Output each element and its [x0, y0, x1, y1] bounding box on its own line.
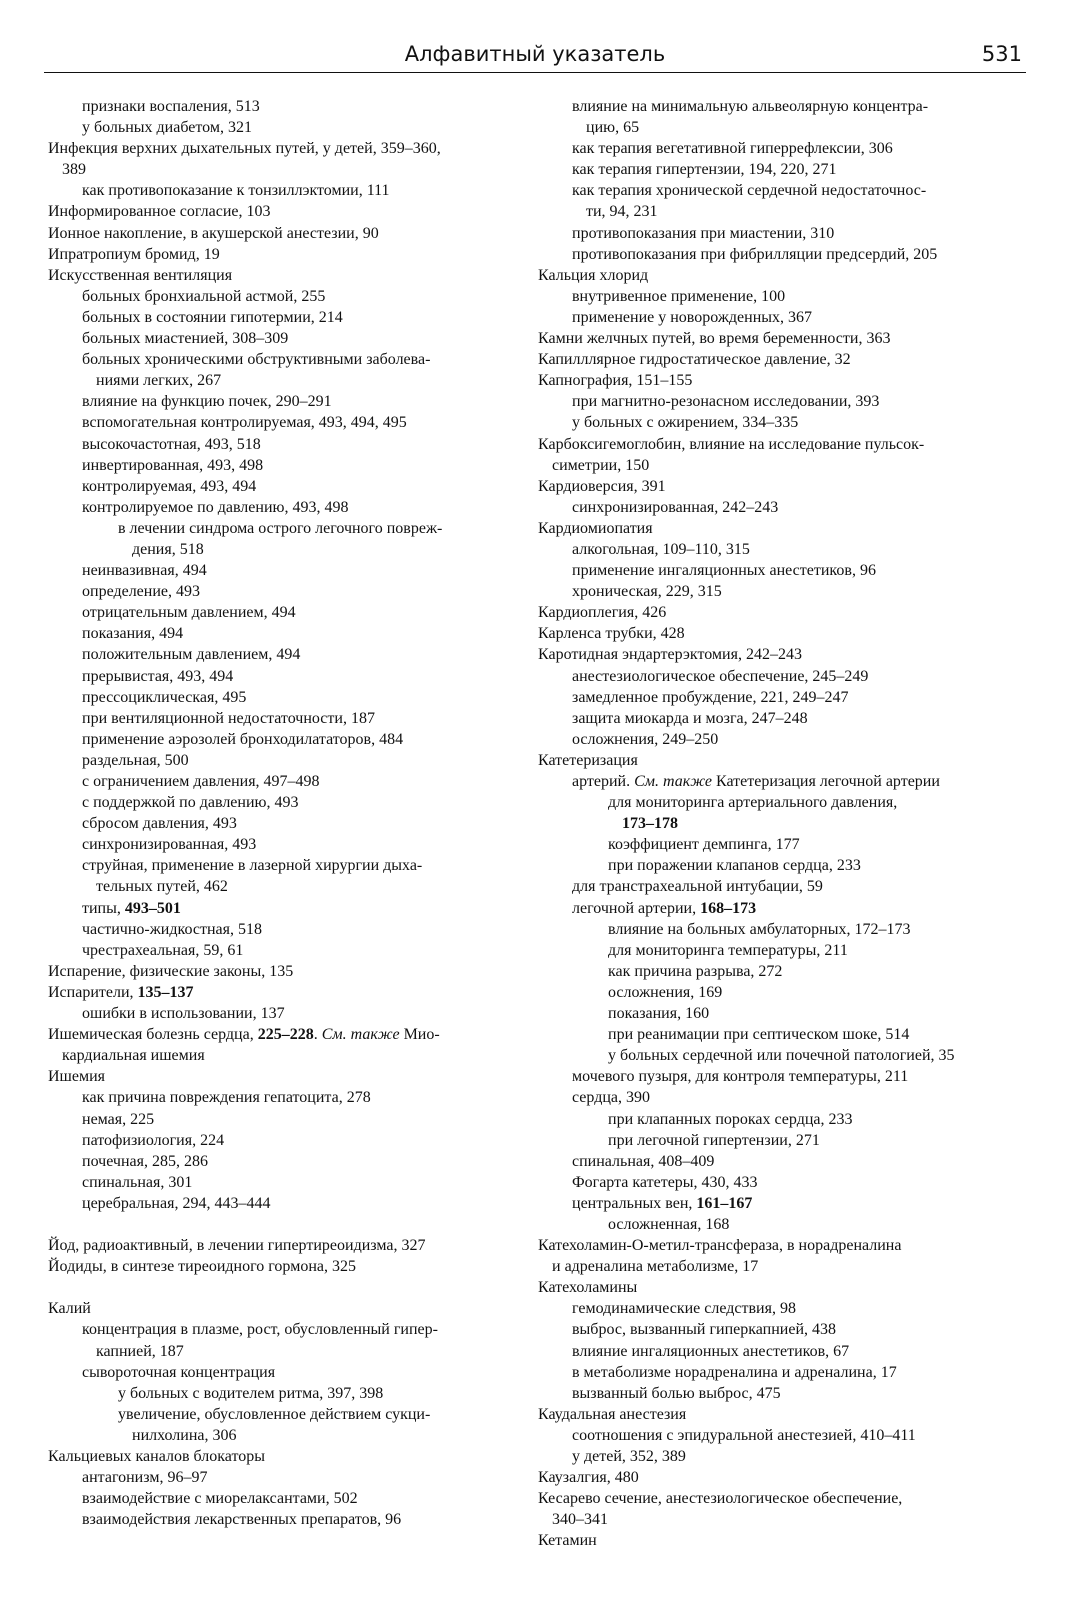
index-subentry — [538, 1087, 1028, 1108]
entry-text: как терапия гипертензии, 194, 220, 271 — [572, 161, 837, 179]
index-entry — [538, 265, 1028, 286]
index-entry — [48, 265, 518, 286]
entry-text: вызванный болью выброс, 475 — [572, 1384, 781, 1402]
entry-text: у больных с ожирением, 334–335 — [572, 414, 799, 432]
entry-text: струйная, применение в лазерной хирургии дыха- — [82, 857, 423, 875]
index-entry — [538, 434, 1028, 455]
entry-text: Ишемия — [48, 1068, 106, 1086]
page-reference-bold: 225–228 — [257, 1026, 314, 1044]
entry-text: применение аэрозолей бронходилататоров, 484 — [82, 730, 404, 748]
section-gap — [48, 1214, 518, 1235]
index-entry — [538, 455, 1028, 476]
index-subentry — [48, 1151, 518, 1172]
entry-text: частично-жидкостная, 518 — [82, 920, 262, 938]
index-subentry — [538, 391, 1028, 412]
entry-text: сывороточная концентрация — [82, 1363, 276, 1381]
index-subentry — [48, 1467, 518, 1488]
entry-text: больных в состоянии гипотермии, 214 — [82, 308, 343, 326]
entry-text: концентрация в плазме, рост, обусловленный гипер- — [82, 1321, 438, 1339]
entry-text: контролируемое по давлению, 493, 498 — [82, 498, 349, 516]
index-subentry — [538, 1130, 1028, 1151]
page-reference-bold: 135–137 — [137, 983, 194, 1001]
entry-text: прессоциклическая, 495 — [82, 688, 247, 706]
entry-text: больных миастенией, 308–309 — [82, 330, 289, 348]
index-subentry — [48, 1130, 518, 1151]
entry-text: защита миокарда и мозга, 247–248 — [572, 709, 808, 727]
entry-text: Капнография, 151–155 — [538, 372, 693, 390]
index-subentry — [48, 750, 518, 771]
index-subentry — [48, 1109, 518, 1130]
cross-reference-label: См. также — [321, 1026, 400, 1044]
entry-text: . — [313, 1026, 322, 1044]
index-subentry — [538, 1193, 1028, 1214]
index-subentry — [48, 328, 518, 349]
entry-text: кардиальная ишемия — [62, 1047, 205, 1065]
entry-text: Йод, радиоактивный, в лечении гипертиреоидизма, 327 — [48, 1237, 426, 1255]
entry-text: патофизиология, 224 — [82, 1131, 225, 1149]
index-entry — [48, 1298, 518, 1319]
entry-text: ниями легких, 267 — [96, 372, 222, 390]
entry-text: Камни желчных путей, во время беременности, 363 — [538, 330, 891, 348]
index-entry — [538, 1277, 1028, 1298]
entry-text: влияние на функцию почек, 290–291 — [82, 393, 332, 411]
entry-text: тельных путей, 462 — [96, 878, 228, 896]
entry-text: типы, — [82, 899, 125, 917]
entry-text: нилхолина, 306 — [132, 1426, 237, 1444]
index-subentry — [48, 687, 518, 708]
index-subentry — [48, 349, 518, 370]
entry-text: Мио- — [399, 1026, 440, 1044]
index-subentry — [48, 876, 518, 897]
entry-text: Катехоламин-О-метил-трансфераза, в норадреналина — [538, 1237, 902, 1255]
entry-text: больных хроническими обструктивными заболева- — [82, 351, 431, 369]
left-index-column — [48, 96, 518, 1530]
entry-text: Информированное согласие, 103 — [48, 203, 271, 221]
index-subentry — [538, 813, 1028, 834]
index-subentry — [48, 602, 518, 623]
entry-text: внутривенное применение, 100 — [572, 287, 786, 305]
index-subentry — [48, 581, 518, 602]
index-subentry — [538, 412, 1028, 433]
entry-text: мочевого пузыря, для контроля температуры, 211 — [572, 1068, 909, 1086]
index-subentry — [538, 898, 1028, 919]
index-entry — [538, 623, 1028, 644]
index-subentry — [538, 1024, 1028, 1045]
entry-text: Фогарта катетеры, 430, 433 — [572, 1173, 758, 1191]
entry-text: неинвазивная, 494 — [82, 562, 207, 580]
entry-text: сбросом давления, 493 — [82, 815, 237, 833]
entry-text: и адреналина метаболизме, 17 — [552, 1258, 759, 1276]
index-subentry — [48, 855, 518, 876]
entry-text: применение ингаляционных анестетиков, 96 — [572, 562, 876, 580]
index-entry — [538, 1509, 1028, 1530]
entry-text: Ионное накопление, в акушерской анестезии, 90 — [48, 224, 379, 242]
entry-text: раздельная, 500 — [82, 751, 189, 769]
index-entry — [538, 644, 1028, 665]
index-subentry — [48, 286, 518, 307]
index-entry — [538, 602, 1028, 623]
index-subentry — [538, 307, 1028, 328]
index-subentry — [48, 497, 518, 518]
entry-text: с ограничением давления, 497–498 — [82, 773, 320, 790]
entry-text: отрицательным давлением, 494 — [82, 604, 296, 622]
entry-text: положительным давлением, 494 — [82, 646, 301, 664]
entry-text: противопоказания при фибрилляции предсердий, 205 — [572, 245, 938, 263]
entry-text: как терапия вегетативной гиперрефлексии, 306 — [572, 140, 893, 158]
index-subentry — [538, 1214, 1028, 1235]
index-subentry — [538, 729, 1028, 750]
entry-text: взаимодействия лекарственных препаратов, 96 — [82, 1511, 402, 1529]
index-subentry — [48, 476, 518, 497]
index-subentry — [48, 455, 518, 476]
entry-text: влияние ингаляционных анестетиков, 67 — [572, 1342, 850, 1360]
index-subentry — [538, 1045, 1028, 1066]
index-subentry — [48, 1003, 518, 1024]
index-subentry — [48, 729, 518, 750]
index-subentry — [538, 771, 1028, 792]
entry-text: алкогольная, 109–110, 315 — [572, 540, 750, 558]
index-subentry — [538, 792, 1028, 813]
entry-text: легочной артерии, — [572, 899, 701, 917]
index-entry — [538, 1404, 1028, 1425]
index-subentry — [48, 919, 518, 940]
index-subentry — [538, 581, 1028, 602]
index-subentry — [538, 1319, 1028, 1340]
index-subentry — [538, 1362, 1028, 1383]
entry-text: Карбоксигемоглобин, влияние на исследование пульсок- — [538, 435, 925, 453]
entry-text: как терапия хронической сердечной недостаточнос- — [572, 182, 927, 200]
entry-text: Искусственная вентиляция — [48, 266, 233, 284]
index-subentry — [48, 834, 518, 855]
entry-text: хроническая, 229, 315 — [572, 583, 722, 601]
index-subentry — [538, 286, 1028, 307]
index-subentry — [48, 180, 518, 201]
index-subentry — [538, 1151, 1028, 1172]
entry-text: как причина разрыва, 272 — [608, 962, 783, 980]
index-subentry — [538, 1003, 1028, 1024]
entry-text: осложненная, 168 — [608, 1215, 730, 1233]
entry-text: центральных вен, — [572, 1194, 697, 1212]
index-entry — [538, 518, 1028, 539]
index-subentry — [48, 1488, 518, 1509]
entry-text: инвертированная, 493, 498 — [82, 456, 264, 474]
entry-text: 340–341 — [552, 1511, 608, 1529]
index-subentry — [48, 117, 518, 138]
entry-text: при поражении клапанов сердца, 233 — [608, 857, 861, 875]
entry-text: Йодиды, в синтезе тиреоидного гормона, 325 — [48, 1258, 356, 1276]
entry-text: гемодинамические следствия, 98 — [572, 1300, 796, 1318]
entry-text: при легочной гипертензии, 271 — [608, 1131, 820, 1149]
index-subentry — [538, 855, 1028, 876]
entry-text: у детей, 352, 389 — [572, 1448, 686, 1465]
entry-text: влияние на больных амбулаторных, 172–173 — [608, 920, 911, 938]
cross-reference-label: См. также — [634, 773, 712, 790]
index-subentry — [48, 1341, 518, 1362]
entry-text: больных бронхиальной астмой, 255 — [82, 287, 326, 305]
entry-text: Карленса трубки, 428 — [538, 625, 685, 643]
index-subentry — [538, 560, 1028, 581]
entry-text: при магнитно-резонасном исследовании, 393 — [572, 393, 880, 411]
entry-text: немая, 225 — [82, 1110, 155, 1128]
index-subentry — [48, 1172, 518, 1193]
index-subentry — [538, 201, 1028, 222]
entry-text: при реанимации при септическом шоке, 514 — [608, 1026, 910, 1044]
index-subentry — [538, 687, 1028, 708]
index-subentry — [48, 539, 518, 560]
index-entry — [48, 201, 518, 222]
entry-text: Катетеризация легочной артерии — [712, 773, 940, 790]
entry-text: с поддержкой по давлению, 493 — [82, 794, 299, 812]
index-subentry — [48, 666, 518, 687]
index-entry — [538, 370, 1028, 391]
entry-text: Калий — [48, 1300, 91, 1318]
page-number: 531 — [981, 42, 1022, 66]
index-entry — [538, 1235, 1028, 1256]
index-subentry — [538, 982, 1028, 1003]
index-entry — [538, 1256, 1028, 1277]
entry-text: применение у новорожденных, 367 — [572, 308, 813, 326]
index-subentry — [48, 96, 518, 117]
index-subentry — [48, 307, 518, 328]
entry-text: у больных диабетом, 321 — [82, 119, 252, 137]
entry-text: при вентиляционной недостаточности, 187 — [82, 709, 375, 727]
index-subentry — [538, 961, 1028, 982]
entry-text: выброс, вызванный гиперкапнией, 438 — [572, 1321, 837, 1339]
index-entry — [538, 328, 1028, 349]
index-subentry — [48, 1087, 518, 1108]
entry-text: увеличение, обусловленное действием сукци- — [118, 1405, 431, 1423]
entry-text: артерий. — [572, 773, 635, 790]
entry-text: церебральная, 294, 443–444 — [82, 1194, 271, 1212]
entry-text: дения, 518 — [132, 540, 204, 558]
index-subentry — [538, 96, 1028, 117]
index-entry — [48, 223, 518, 244]
entry-text: как противопоказание к тонзиллэктомии, 111 — [82, 182, 390, 200]
index-subentry — [48, 1404, 518, 1425]
index-subentry — [48, 1193, 518, 1214]
index-entry — [48, 159, 518, 180]
index-entry — [538, 1467, 1028, 1488]
index-subentry — [538, 159, 1028, 180]
entry-text: синхронизированная, 242–243 — [572, 498, 779, 516]
entry-text: вспомогательная контролируемая, 493, 494, 495 — [82, 414, 407, 432]
index-subentry — [48, 391, 518, 412]
entry-text: противопоказания при миастении, 310 — [572, 224, 835, 242]
entry-text: Ипратропиум бромид, 19 — [48, 245, 220, 263]
entry-text: показания, 494 — [82, 625, 184, 643]
entry-text: 389 — [62, 161, 86, 179]
entry-text: синхронизированная, 493 — [82, 836, 257, 854]
index-entry — [48, 138, 518, 159]
index-subentry — [48, 623, 518, 644]
entry-text: высокочастотная, 493, 518 — [82, 435, 261, 453]
index-subentry — [48, 434, 518, 455]
entry-text: сердца, 390 — [572, 1089, 650, 1107]
entry-text: антагонизм, 96–97 — [82, 1469, 208, 1487]
index-entry — [538, 750, 1028, 771]
entry-text: капнией, 187 — [96, 1342, 184, 1360]
page-reference-bold: 173–178 — [622, 815, 678, 833]
index-entry — [48, 1066, 518, 1087]
index-entry — [48, 1446, 518, 1467]
entry-text: в лечении синдрома острого легочного повреж- — [118, 519, 443, 537]
entry-text: Испарение, физические законы, 135 — [48, 962, 294, 980]
entry-text: для мониторинга артериального давления, — [608, 794, 898, 812]
entry-text: при клапанных пороках сердца, 233 — [608, 1110, 853, 1128]
entry-text: для транстрахеальной интубации, 59 — [572, 878, 823, 896]
index-subentry — [48, 1319, 518, 1340]
entry-text: Ишемическая болезнь сердца, — [48, 1026, 258, 1044]
page-reference-bold: 493–501 — [124, 899, 181, 917]
entry-text: симетрии, 150 — [552, 456, 650, 474]
index-subentry — [538, 180, 1028, 201]
page-reference-bold: 168–173 — [700, 899, 757, 917]
index-subentry — [538, 1383, 1028, 1404]
index-subentry — [48, 771, 518, 792]
entry-text: Каузалгия, 480 — [538, 1469, 639, 1487]
entry-text: признаки воспаления, 513 — [82, 98, 260, 115]
index-subentry — [538, 666, 1028, 687]
index-subentry — [48, 1425, 518, 1446]
entry-text: Кардиомиопатия — [538, 519, 653, 537]
entry-text: замедленное пробуждение, 221, 249–247 — [572, 688, 849, 706]
index-subentry — [48, 708, 518, 729]
entry-text: осложнения, 169 — [608, 983, 723, 1001]
index-subentry — [538, 138, 1028, 159]
index-subentry — [538, 1425, 1028, 1446]
entry-text: контролируемая, 493, 494 — [82, 477, 257, 495]
entry-text: Кардиоплегия, 426 — [538, 604, 667, 622]
index-subentry — [48, 1509, 518, 1530]
index-subentry — [538, 1172, 1028, 1193]
index-subentry — [48, 1383, 518, 1404]
index-subentry — [538, 117, 1028, 138]
index-subentry — [538, 1109, 1028, 1130]
index-subentry — [538, 1066, 1028, 1087]
entry-text: Капилллярное гидростатическое давление, 32 — [538, 351, 851, 369]
index-subentry — [538, 244, 1028, 265]
entry-text: влияние на минимальную альвеолярную концентра- — [572, 98, 929, 115]
running-header — [44, 38, 1026, 73]
entry-text: соотношения с эпидуральной анестезией, 410–411 — [572, 1426, 916, 1444]
entry-text: в метаболизме норадреналина и адреналина, 17 — [572, 1363, 897, 1381]
page-reference-bold: 161–167 — [696, 1194, 753, 1212]
index-subentry — [48, 560, 518, 581]
entry-text: определение, 493 — [82, 583, 201, 601]
entry-text: взаимодействие с миорелаксантами, 502 — [82, 1490, 358, 1508]
entry-text: почечная, 285, 286 — [82, 1152, 208, 1170]
entry-text: Кальциевых каналов блокаторы — [48, 1448, 265, 1465]
index-entry — [48, 1256, 518, 1277]
index-subentry — [48, 644, 518, 665]
entry-text: у больных с водителем ритма, 397, 398 — [118, 1384, 384, 1402]
index-subentry — [48, 792, 518, 813]
index-subentry — [538, 1446, 1028, 1467]
entry-text: для мониторинга температуры, 211 — [608, 941, 848, 959]
index-entry — [48, 1045, 518, 1066]
index-entry — [48, 1235, 518, 1256]
entry-text: цию, 65 — [586, 119, 640, 137]
section-gap — [48, 1277, 518, 1298]
header-title: Алфавитный указатель — [404, 42, 666, 66]
entry-text: показания, 160 — [608, 1005, 710, 1023]
index-subentry — [538, 539, 1028, 560]
index-entry — [48, 961, 518, 982]
entry-text: Катехоламины — [538, 1279, 638, 1297]
index-subentry — [48, 412, 518, 433]
entry-text: Катетеризация — [538, 751, 638, 769]
entry-text: ошибки в использовании, 137 — [82, 1005, 285, 1023]
index-subentry — [48, 518, 518, 539]
index-subentry — [48, 370, 518, 391]
index-subentry — [48, 940, 518, 961]
entry-text: Кетамин — [538, 1532, 597, 1550]
index-subentry — [538, 497, 1028, 518]
index-subentry — [538, 1341, 1028, 1362]
entry-text: Инфекция верхних дыхательных путей, у детей, 359–360, — [48, 140, 441, 158]
entry-text: Испарители, — [48, 983, 138, 1001]
entry-text: осложнения, 249–250 — [572, 730, 719, 748]
index-subentry — [48, 898, 518, 919]
index-subentry — [538, 876, 1028, 897]
index-subentry — [538, 223, 1028, 244]
entry-text: Каротидная эндартерэктомия, 242–243 — [538, 646, 802, 664]
entry-text: ти, 94, 231 — [586, 203, 658, 221]
index-entry — [538, 1530, 1028, 1551]
right-index-column — [538, 96, 1028, 1551]
entry-text: коэффициент демпинга, 177 — [608, 836, 800, 854]
entry-text: Кальция хлорид — [538, 266, 649, 284]
index-entry — [48, 1024, 518, 1045]
index-entry — [538, 1488, 1028, 1509]
index-entry — [48, 244, 518, 265]
entry-text: Кардиоверсия, 391 — [538, 477, 666, 495]
index-subentry — [538, 1298, 1028, 1319]
entry-text: Каудальная анестезия — [538, 1405, 687, 1423]
index-subentry — [538, 834, 1028, 855]
index-subentry — [538, 708, 1028, 729]
entry-text: спинальная, 408–409 — [572, 1152, 715, 1170]
index-subentry — [538, 940, 1028, 961]
index-subentry — [538, 919, 1028, 940]
index-entry — [538, 476, 1028, 497]
entry-text: чрестрахеальная, 59, 61 — [82, 941, 244, 959]
entry-text: анестезиологическое обеспечение, 245–249 — [572, 667, 869, 685]
index-subentry — [48, 1362, 518, 1383]
entry-text: у больных сердечной или почечной патологией, 35 — [608, 1047, 955, 1065]
index-entry — [538, 349, 1028, 370]
entry-text: спинальная, 301 — [82, 1173, 193, 1191]
entry-text: Кесарево сечение, анестезиологическое обеспечение, — [538, 1490, 903, 1508]
entry-text: прерывистая, 493, 494 — [82, 667, 234, 685]
entry-text: как причина повреждения гепатоцита, 278 — [82, 1089, 371, 1107]
index-entry — [48, 982, 518, 1003]
index-subentry — [48, 813, 518, 834]
